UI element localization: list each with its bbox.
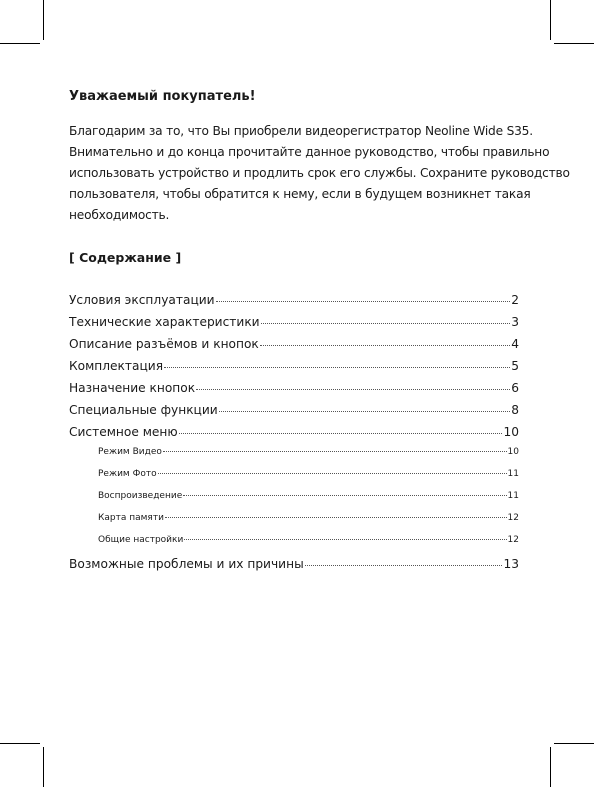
intro-line: Благодарим за то, что Вы приобрели видеорегистратор Neoline Wide S35.: [69, 124, 533, 138]
toc-subentry[interactable]: [69, 535, 519, 557]
toc-entry-page: 8: [511, 403, 519, 417]
toc-entry[interactable]: [69, 337, 519, 359]
toc-entry-page: 12: [507, 535, 519, 545]
intro-line: пользователя, чтобы обратится к нему, если в будущем возникнет такая: [69, 187, 531, 201]
toc-heading-title: Содержание: [79, 250, 172, 265]
toc-entry-page: 13: [503, 557, 519, 571]
crop-mark-top-left-horizontal: [0, 43, 40, 44]
crop-mark-bottom-left-horizontal: [0, 743, 40, 744]
toc-entry[interactable]: [69, 381, 519, 403]
toc-entry-page: 10: [503, 425, 519, 439]
toc-entry-label: Описание разъёмов и кнопок: [69, 337, 259, 351]
toc-entry-label: Условия эксплуатации: [69, 293, 215, 307]
toc-dot-leader: [216, 301, 511, 302]
toc-entry-page: 2: [511, 293, 519, 307]
crop-mark-bottom-left-vertical: [43, 747, 44, 787]
toc-entry-label: Воспроизведение: [98, 491, 183, 501]
toc-entry-label: Карта памяти: [98, 513, 164, 523]
toc-entry[interactable]: [69, 359, 519, 381]
toc-dot-leader: [158, 473, 507, 474]
toc-subentry[interactable]: [69, 447, 519, 469]
intro-line: использовать устройство и продлить срок его службы. Сохраните руководство: [69, 166, 570, 180]
toc-dot-leader: [179, 433, 503, 434]
toc-entry-label: Режим Видео: [98, 447, 162, 457]
toc-dot-leader: [165, 517, 507, 518]
toc-dot-leader: [184, 539, 506, 540]
toc-dot-leader: [219, 411, 511, 412]
toc-entry[interactable]: [69, 403, 519, 425]
intro-paragraph: [69, 121, 570, 226]
toc-subentry[interactable]: [69, 491, 519, 513]
toc-entry-label: Режим Фото: [98, 469, 157, 479]
toc-dot-leader: [196, 389, 510, 390]
toc-entry[interactable]: [69, 557, 519, 579]
crop-mark-bottom-right-horizontal: [554, 743, 594, 744]
toc-entry-label: Назначение кнопок: [69, 381, 196, 395]
toc-entry-page: 6: [511, 381, 519, 395]
toc-heading-open-bracket: [: [69, 250, 80, 265]
toc-entry[interactable]: [69, 293, 519, 315]
toc-dot-leader: [183, 495, 506, 496]
toc-entry-page: 3: [511, 315, 519, 329]
toc-entry-label: Специальные функции: [69, 403, 218, 417]
toc-entry-page: 5: [511, 359, 519, 373]
toc-dot-leader: [305, 565, 503, 566]
toc-dot-leader: [163, 451, 507, 452]
toc-heading-close-bracket: ]: [171, 250, 182, 265]
toc-entry[interactable]: [69, 315, 519, 337]
toc-entry-page: 4: [511, 337, 519, 351]
toc-entry-page: 11: [507, 491, 519, 501]
toc-entry[interactable]: [69, 425, 519, 447]
toc-entry-label: Системное меню: [69, 425, 178, 439]
crop-mark-top-left-vertical: [43, 0, 44, 40]
toc-heading: [69, 250, 181, 265]
toc-subentry[interactable]: [69, 513, 519, 535]
toc-dot-leader: [260, 345, 510, 346]
toc-entry-label: Возможные проблемы и их причины: [69, 557, 304, 571]
toc-entry-page: 12: [507, 513, 519, 523]
toc-dot-leader: [261, 323, 511, 324]
crop-mark-top-right-horizontal: [554, 43, 594, 44]
toc-dot-leader: [164, 367, 510, 368]
crop-mark-bottom-right-vertical: [550, 747, 551, 787]
toc-entry-page: 10: [507, 447, 519, 457]
toc-entry-label: Комплектация: [69, 359, 164, 373]
crop-mark-top-right-vertical: [550, 0, 551, 40]
intro-line: Внимательно и до конца прочитайте данное руководство, чтобы правильно: [69, 145, 550, 159]
greeting-heading: Уважаемый покупатель!: [69, 89, 256, 104]
table-of-contents: [69, 293, 519, 579]
toc-subentry[interactable]: [69, 469, 519, 491]
toc-entry-page: 11: [507, 469, 519, 479]
toc-entry-label: Технические характеристики: [69, 315, 260, 329]
toc-entry-label: Общие настройки: [98, 535, 184, 545]
intro-line: необходимость.: [69, 208, 170, 222]
